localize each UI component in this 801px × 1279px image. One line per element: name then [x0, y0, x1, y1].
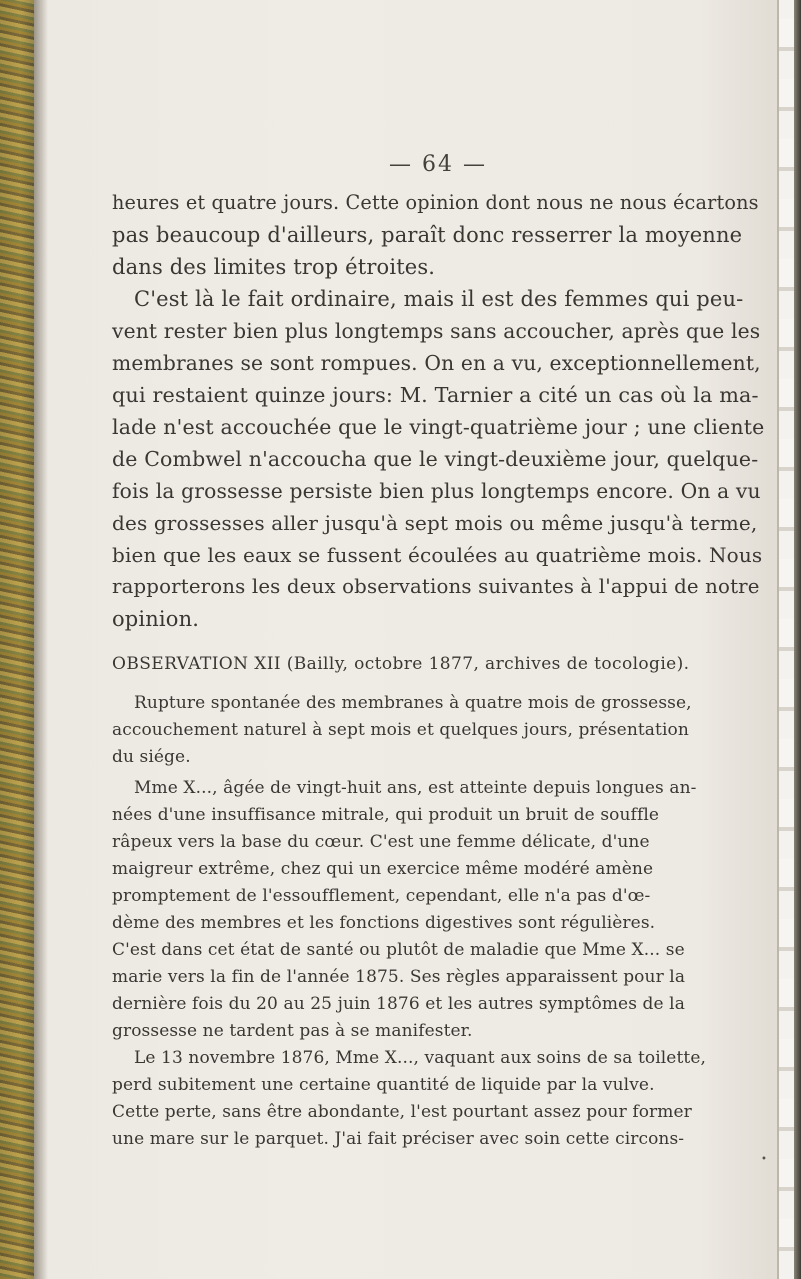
summary-line-2: accouchement naturel à sept mois et quelques jours, présentation [112, 720, 689, 740]
main-line-12: bien que les eaux se fussent écoulées au quatrième mois. Nous [112, 543, 763, 567]
body-line-13: Cette perte, sans être abondante, l'est pourtant assez pour former [112, 1102, 692, 1122]
main-line-3: dans des limites trop étroites. [112, 255, 436, 279]
main-line-10: fois la grossesse persiste bien plus longtemps encore. On a vu [112, 479, 761, 503]
observation-heading: OBSERVATION XII (Bailly, octobre 1877, archives de tocologie). [112, 654, 690, 674]
page-number: — 64 — [389, 152, 487, 177]
body-line-12: perd subitement une certaine quantité de liquide par la vulve. [112, 1075, 655, 1095]
body-line-2: nées d'une insuffisance mitrale, qui produit un bruit de souffle [112, 805, 660, 825]
summary-line-1: Rupture spontanée des membranes à quatre mois de grossesse, [134, 693, 692, 713]
gutter-shadow [34, 0, 48, 1279]
main-line-4: C'est là le fait ordinaire, mais il est des femmes qui peu- [134, 287, 744, 311]
body-line-9: dernière fois du 20 au 25 juin 1876 et les autres symptômes de la [112, 994, 685, 1014]
main-line-13: rapporterons les deux observations suivantes à l'appui de notre [112, 575, 760, 598]
main-line-8: lade n'est accouchée que le vingt-quatrième jour ; une cliente [112, 415, 765, 439]
main-line-9: de Combwel n'accoucha que le vingt-deuxième jour, quelque- [112, 447, 759, 471]
body-line-7: C'est dans cet état de santé ou plutôt de maladie que Mme X... se [112, 940, 685, 960]
main-line-14: opinion. [112, 607, 200, 631]
main-line-7: qui restaient quinze jours: M. Tarnier a cité un cas où la ma- [112, 383, 759, 407]
body-line-4: maigreur extrême, chez qui un exercice même modéré amène [112, 859, 654, 879]
main-line-6: membranes se sont rompues. On en a vu, exceptionnellement, [112, 351, 761, 375]
main-line-2: pas beaucoup d'ailleurs, paraît donc resserrer la moyenne [112, 223, 743, 247]
main-line-1: heures et quatre jours. Cette opinion dont nous ne nous écartons [112, 191, 759, 214]
footer-mark: • [761, 1154, 767, 1165]
body-line-1: Mme X..., âgée de vingt-huit ans, est atteinte depuis longues an- [134, 778, 697, 798]
body-line-3: râpeux vers la base du cœur. C'est une femme délicate, d'une [112, 832, 650, 852]
body-line-11: Le 13 novembre 1876, Mme X..., vaquant aux soins de sa toilette, [134, 1048, 706, 1068]
body-line-8: marie vers la fin de l'année 1875. Ses règles apparaissent pour la [112, 967, 686, 987]
body-line-14: une mare sur le parquet. J'ai fait préciser avec soin cette circons- [112, 1129, 685, 1149]
main-line-11: des grossesses aller jusqu'à sept mois ou même jusqu'à terme, [112, 511, 758, 535]
body-line-6: dème des membres et les fonctions digestives sont régulières. [112, 913, 656, 933]
right-page-edge [777, 0, 801, 1279]
body-line-5: promptement de l'essoufflement, cependant, elle n'a pas d'œ- [112, 886, 651, 906]
main-line-5: vent rester bien plus longtemps sans accoucher, après que les [112, 319, 761, 343]
summary-line-3: du siége. [112, 747, 191, 767]
body-line-10: grossesse ne tardent pas à se manifester. [112, 1021, 473, 1041]
left-binding-strip [0, 0, 34, 1279]
